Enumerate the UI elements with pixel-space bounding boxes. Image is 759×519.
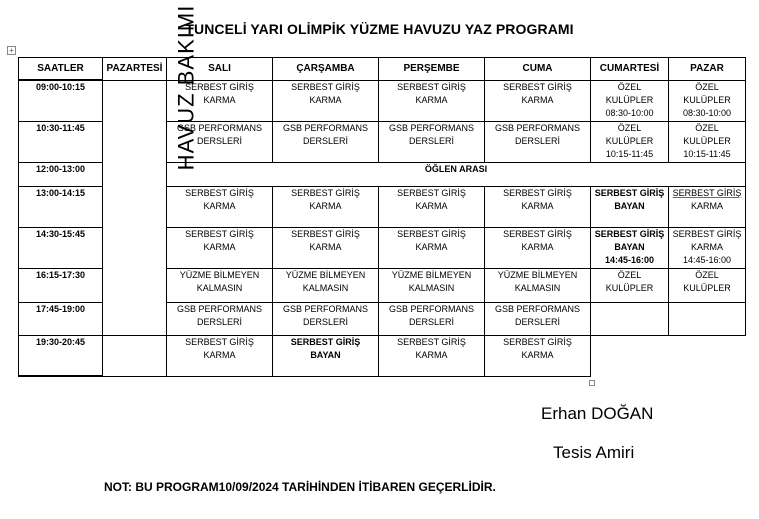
session-line: KULÜPLER [683, 135, 731, 146]
session-line: KULÜPLER [683, 94, 731, 105]
session-line: KARMA [203, 94, 236, 105]
session-line: KARMA [203, 200, 236, 211]
session-cell-carsamba [273, 268, 379, 302]
session-line: SERBEST GİRİŞ [291, 187, 360, 198]
session-line: KALMASIN [514, 282, 561, 293]
session-line: SERBEST GİRİŞ [503, 336, 572, 347]
session-line: 14:45-16:00 [682, 254, 732, 265]
session-line: KALMASIN [196, 282, 243, 293]
session-line: KARMA [415, 94, 448, 105]
session-cell-cuma [485, 302, 591, 335]
time-slot: 13:00-14:15 [19, 186, 103, 227]
session-line: KARMA [309, 200, 342, 211]
session-line: ÖZEL [695, 81, 719, 92]
session-line: KARMA [309, 94, 342, 105]
session-line: KULÜPLER [605, 94, 654, 105]
header-persembe: PERŞEMBE [379, 58, 485, 81]
session-line: GSB PERFORMANS [176, 122, 262, 133]
session-cell-persembe [379, 335, 485, 376]
header-cuma: CUMA [485, 58, 591, 81]
session-line: KULÜPLER [605, 135, 654, 146]
header-saatler: SAATLER [19, 58, 103, 81]
session-line: KARMA [415, 241, 448, 252]
session-line: SERBEST GİRİŞ [397, 81, 466, 92]
table-row [19, 80, 746, 121]
session-cell-carsamba [273, 302, 379, 335]
maintenance-label: HAVUZ BAKIMI [173, 4, 199, 170]
session-cell-sali [167, 302, 273, 335]
session-line: SERBEST GİRİŞ [503, 81, 572, 92]
header-pazartesi: PAZARTESİ [103, 58, 167, 81]
session-line: DERSLERİ [514, 316, 560, 327]
session-cell-persembe [379, 121, 485, 162]
session-cell-carsamba [273, 80, 379, 121]
session-cell-cuma [485, 227, 591, 268]
table-resize-handle-icon[interactable] [589, 380, 595, 386]
time-slot: 17:45-19:00 [19, 302, 103, 335]
session-cell-cumartesi [591, 268, 669, 302]
table-row [19, 335, 746, 376]
session-line: YÜZME BİLMEYEN [497, 269, 578, 280]
session-line: YÜZME BİLMEYEN [285, 269, 366, 280]
validity-note: NOT: BU PROGRAM10/09/2024 TARİHİNDEN İTİBAREN GEÇERLİDİR. [104, 480, 496, 494]
time-slot: 16:15-17:30 [19, 268, 103, 302]
session-line: DERSLERİ [514, 135, 560, 146]
session-cell-carsamba [273, 186, 379, 227]
session-line: KARMA [521, 94, 554, 105]
session-line: SERBEST GİRİŞ [503, 187, 572, 198]
session-line: KARMA [690, 200, 723, 211]
session-line: KARMA [203, 349, 236, 360]
session-cell-cumartesi [591, 227, 669, 268]
empty-monday-cell [103, 335, 167, 376]
page-title: TUNCELİ YARI OLİMPİK YÜZME HAVUZU YAZ PROGRAMI [185, 21, 574, 37]
session-line: BAYAN [614, 200, 645, 211]
session-line: DERSLERİ [408, 135, 454, 146]
session-line: KARMA [690, 241, 723, 252]
session-line: SERBEST GİRİŞ [672, 228, 742, 239]
lunch-break: ÖĞLEN ARASI [167, 162, 746, 186]
session-line: DERSLERİ [302, 316, 348, 327]
session-line: 14:45-16:00 [604, 254, 655, 265]
session-cell-persembe [379, 302, 485, 335]
session-line: GSB PERFORMANS [282, 303, 368, 314]
session-line: YÜZME BİLMEYEN [391, 269, 472, 280]
session-line: BAYAN [310, 349, 341, 360]
session-line: GSB PERFORMANS [388, 122, 474, 133]
header-carsamba: ÇARŞAMBA [273, 58, 379, 81]
table-move-handle-icon[interactable]: + [7, 46, 16, 55]
session-line: SERBEST GİRİŞ [503, 228, 572, 239]
session-line: GSB PERFORMANS [176, 303, 262, 314]
session-line: ÖZEL [695, 122, 719, 133]
session-line: SERBEST GİRİŞ [291, 228, 360, 239]
session-cell-carsamba [273, 227, 379, 268]
session-cell-cumartesi [591, 186, 669, 227]
session-line: SERBEST GİRİŞ [291, 81, 360, 92]
session-cell-cuma [485, 80, 591, 121]
session-line: SERBEST GİRİŞ [185, 336, 254, 347]
session-line: YÜZME BİLMEYEN [179, 269, 260, 280]
session-line: KARMA [415, 200, 448, 211]
header-row [19, 58, 746, 81]
session-line: SERBEST GİRİŞ [397, 187, 466, 198]
session-cell-pazar [669, 121, 746, 162]
session-line: GSB PERFORMANS [494, 303, 580, 314]
time-slot: 12:00-13:00 [19, 162, 103, 186]
session-cell-cuma [485, 268, 591, 302]
session-line: ÖZEL [617, 269, 642, 280]
session-line: SERBEST GİRİŞ [290, 336, 361, 347]
signature-title: Tesis Amiri [553, 443, 635, 462]
session-line: DERSLERİ [302, 135, 348, 146]
header-cumartesi: CUMARTESİ [591, 58, 669, 81]
session-line: 10:15-11:45 [683, 148, 731, 159]
session-cell-sali [167, 335, 273, 376]
session-line: SERBEST GİRİŞ [594, 187, 665, 198]
session-cell-persembe [379, 227, 485, 268]
session-cell-cuma [485, 121, 591, 162]
session-cell-sali [167, 268, 273, 302]
session-cell-persembe [379, 268, 485, 302]
session-cell-persembe [379, 186, 485, 227]
session-cell-pazar [669, 227, 746, 268]
session-line: SERBEST GİRİŞ [672, 187, 742, 198]
session-line: ÖZEL [617, 122, 642, 133]
empty-weekend-space [591, 335, 746, 376]
session-line: KALMASIN [408, 282, 455, 293]
session-cell-pazar [669, 80, 746, 121]
session-line: DERSLERİ [408, 316, 454, 327]
session-line: SERBEST GİRİŞ [397, 336, 466, 347]
header-sali: SALI [167, 58, 273, 81]
session-line: DERSLERİ [196, 135, 242, 146]
signature-name: Erhan DOĞAN [541, 404, 654, 423]
session-line: SERBEST GİRİŞ [185, 228, 254, 239]
session-cell-cumartesi [591, 80, 669, 121]
session-line: GSB PERFORMANS [388, 303, 474, 314]
session-cell-sali [167, 186, 273, 227]
session-line: ÖZEL [617, 81, 642, 92]
session-line: KULÜPLER [683, 282, 731, 293]
session-line: 08:30-10:00 [605, 107, 654, 118]
session-cell-pazar [669, 302, 746, 335]
time-slot: 09:00-10:15 [19, 80, 103, 121]
session-line: KARMA [415, 349, 448, 360]
session-line: GSB PERFORMANS [282, 122, 368, 133]
session-cell-pazar [669, 186, 746, 227]
session-line: KARMA [203, 241, 236, 252]
session-cell-persembe [379, 80, 485, 121]
session-cell-carsamba [273, 335, 379, 376]
time-slot: 10:30-11:45 [19, 121, 103, 162]
session-cell-cumartesi [591, 121, 669, 162]
session-line: KARMA [521, 200, 554, 211]
session-line: KARMA [309, 241, 342, 252]
session-cell-cuma [485, 335, 591, 376]
session-cell-pazar [669, 268, 746, 302]
session-line: SERBEST GİRİŞ [185, 187, 254, 198]
session-line: ÖZEL [695, 269, 719, 280]
session-line: KULÜPLER [605, 282, 654, 293]
session-line: 10:15-11:45 [605, 148, 654, 159]
header-pazar: PAZAR [669, 58, 746, 81]
session-line: 08:30-10:00 [682, 107, 732, 118]
session-line: SERBEST GİRİŞ [185, 81, 254, 92]
session-cell-cumartesi [591, 302, 669, 335]
session-line: KARMA [521, 241, 554, 252]
session-line: SERBEST GİRİŞ [594, 228, 665, 239]
session-cell-sali [167, 227, 273, 268]
session-line: KALMASIN [302, 282, 349, 293]
session-line: BAYAN [614, 241, 645, 252]
session-line: DERSLERİ [196, 316, 242, 327]
time-slot: 19:30-20:45 [19, 335, 103, 376]
session-line: KARMA [521, 349, 554, 360]
session-line: GSB PERFORMANS [494, 122, 580, 133]
time-slot: 14:30-15:45 [19, 227, 103, 268]
session-line: SERBEST GİRİŞ [397, 228, 466, 239]
session-cell-cuma [485, 186, 591, 227]
session-cell-carsamba [273, 121, 379, 162]
